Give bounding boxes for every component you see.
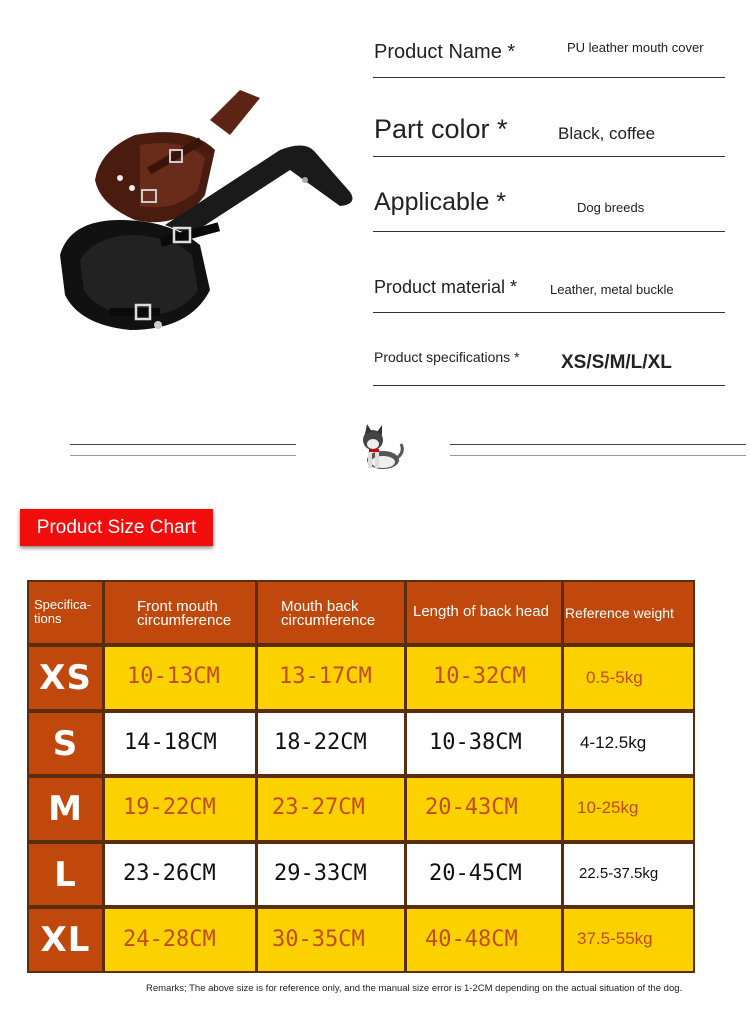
spec-label: Product specifications * bbox=[374, 349, 520, 365]
header-label: Mouth back circumference bbox=[281, 598, 376, 629]
size-cell-l bbox=[29, 844, 102, 905]
size-label: S bbox=[52, 724, 79, 764]
spec-applicable bbox=[373, 183, 725, 232]
weight-value: 22.5-37.5kg bbox=[579, 865, 659, 882]
header-cell-back bbox=[258, 582, 404, 643]
spec-label: Product material * bbox=[374, 277, 518, 297]
front-value: 10-13CM bbox=[127, 664, 220, 689]
header-label: Reference weight bbox=[565, 605, 674, 621]
spec-value: XS/S/M/L/XL bbox=[561, 352, 672, 373]
back-value: 29-33CM bbox=[274, 861, 367, 886]
size-label: XS bbox=[39, 658, 92, 698]
head-value: 10-32CM bbox=[433, 664, 526, 689]
table-cell bbox=[258, 778, 404, 840]
table-cell bbox=[105, 844, 255, 905]
table-cell bbox=[407, 713, 561, 774]
table-cell bbox=[258, 647, 404, 709]
product-image bbox=[40, 80, 370, 350]
spec-product-name bbox=[373, 30, 725, 78]
size-cell-xl bbox=[29, 909, 102, 971]
size-table bbox=[27, 580, 695, 973]
header-cell-weight bbox=[564, 582, 693, 643]
front-value: 14-18CM bbox=[124, 730, 217, 755]
table-cell bbox=[105, 909, 255, 971]
header-label: Length of back head bbox=[413, 603, 549, 620]
header-label: Front mouth circumference bbox=[137, 598, 232, 629]
weight-value: 37.5-55kg bbox=[577, 929, 653, 948]
spec-value: Dog breeds bbox=[577, 200, 645, 215]
head-value: 20-43CM bbox=[425, 795, 518, 820]
size-cell-s bbox=[29, 713, 102, 774]
table-cell bbox=[258, 909, 404, 971]
weight-value: 10-25kg bbox=[577, 798, 639, 817]
head-value: 20-45CM bbox=[429, 861, 522, 886]
back-value: 30-35CM bbox=[272, 927, 365, 952]
size-cell-xs bbox=[29, 647, 102, 709]
spec-material bbox=[373, 270, 725, 313]
table-cell bbox=[407, 778, 561, 840]
header-label: Specifica-tions bbox=[34, 597, 92, 626]
front-value: 24-28CM bbox=[123, 927, 216, 952]
size-label: XL bbox=[40, 920, 91, 960]
front-value: 19-22CM bbox=[123, 795, 216, 820]
table-cell bbox=[564, 713, 693, 774]
table-cell bbox=[407, 844, 561, 905]
spec-value: Black, coffee bbox=[558, 124, 656, 143]
head-value: 40-48CM bbox=[425, 927, 518, 952]
back-value: 13-17CM bbox=[279, 664, 372, 689]
size-label: L bbox=[54, 855, 77, 895]
remarks-text: Remarks; The above size is for reference only, and the manual size error is 1-2CM depending on the actual situation of the dog. bbox=[146, 983, 683, 994]
table-cell bbox=[258, 844, 404, 905]
table-cell bbox=[564, 844, 693, 905]
head-value: 10-38CM bbox=[429, 730, 522, 755]
size-label: M bbox=[48, 789, 83, 829]
front-value: 23-26CM bbox=[123, 861, 216, 886]
table-cell bbox=[105, 647, 255, 709]
divider-left bbox=[70, 444, 296, 456]
size-chart-title: Product Size Chart bbox=[20, 509, 213, 546]
size-cell-m bbox=[29, 778, 102, 840]
table-cell bbox=[407, 647, 561, 709]
divider-right bbox=[450, 444, 746, 456]
table-cell bbox=[258, 713, 404, 774]
dog-icon bbox=[355, 422, 405, 474]
weight-value: 0.5-5kg bbox=[586, 668, 643, 687]
spec-part-color bbox=[373, 108, 725, 157]
back-value: 18-22CM bbox=[274, 730, 367, 755]
table-cell bbox=[105, 778, 255, 840]
table-cell bbox=[105, 713, 255, 774]
header-cell-spec bbox=[29, 582, 102, 643]
back-value: 23-27CM bbox=[272, 795, 365, 820]
table-cell bbox=[564, 778, 693, 840]
spec-label: Product Name * bbox=[374, 41, 516, 63]
weight-value: 4-12.5kg bbox=[580, 733, 647, 752]
spec-value: PU leather mouth cover bbox=[567, 40, 704, 55]
spec-value: Leather, metal buckle bbox=[550, 282, 674, 297]
table-cell bbox=[564, 909, 693, 971]
header-cell-front bbox=[105, 582, 255, 643]
spec-specifications bbox=[373, 343, 725, 386]
header-cell-head bbox=[407, 582, 561, 643]
table-cell bbox=[407, 909, 561, 971]
spec-label: Part color * bbox=[374, 114, 508, 144]
spec-label: Applicable * bbox=[374, 188, 507, 216]
table-cell bbox=[564, 647, 693, 709]
